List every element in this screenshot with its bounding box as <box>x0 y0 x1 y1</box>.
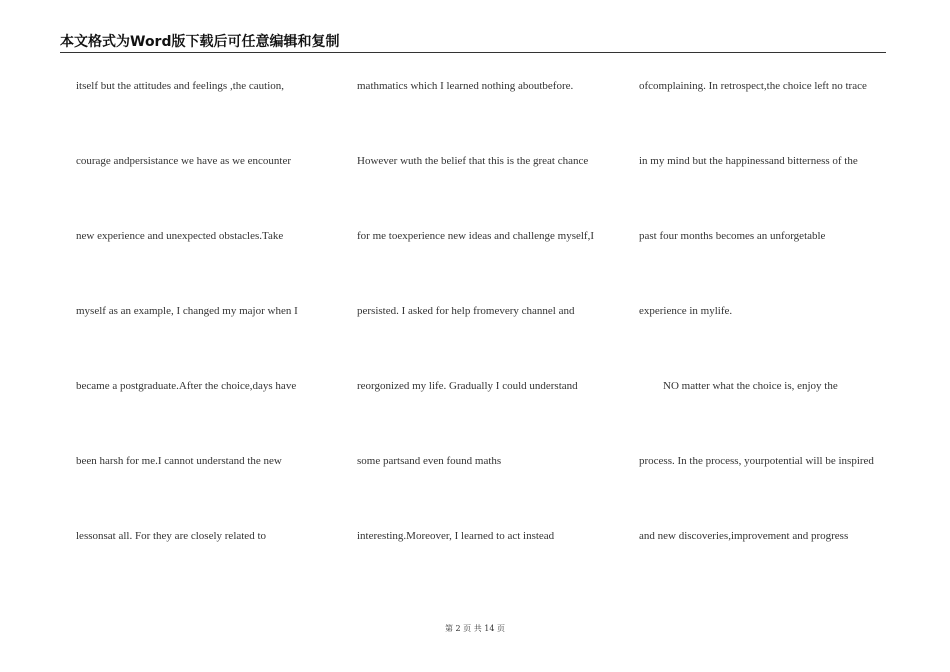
text-line: and new discoveries,improvement and progress <box>639 530 849 542</box>
page-number: 第 2 页 共 14 页 <box>445 624 505 633</box>
text-line: myself as an example, I changed my major when I <box>76 305 298 317</box>
text-line: new experience and unexpected obstacles.Take <box>76 230 284 242</box>
text-line: itself but the attitudes and feelings ,the caution, <box>76 80 285 92</box>
text-line: NO matter what the choice is, enjoy the <box>663 380 838 392</box>
text-line: experience in mylife. <box>639 305 733 317</box>
text-line: courage andpersistance we have as we encounter <box>76 155 292 167</box>
text-line: for me toexperience new ideas and challenge myself,I <box>357 230 595 242</box>
text-line: past four months becomes an unforgetable <box>639 230 826 242</box>
header-title: 本文格式为Word版下载后可任意编辑和复制 <box>60 34 340 50</box>
text-line: process. In the process, yourpotential will be inspired <box>639 455 874 467</box>
text-line: However wuth the belief that this is the great chance <box>357 155 589 167</box>
text-line: in my mind but the happinessand bitterness of the <box>639 155 858 167</box>
text-line: some partsand even found maths <box>357 455 502 467</box>
text-line: reorgonized my life. Gradually I could understand <box>357 380 578 392</box>
text-line: ofcomplaining. In retrospect,the choice left no trace <box>639 80 867 92</box>
text-line: lessonsat all. For they are closely related to <box>76 530 266 542</box>
text-line: became a postgraduate.After the choice,days have <box>76 380 297 392</box>
text-line: been harsh for me.I cannot understand the new <box>76 455 282 467</box>
text-line: persisted. I asked for help fromevery channel and <box>357 305 575 317</box>
text-line: interesting.Moreover, I learned to act instead <box>357 530 555 542</box>
page-header <box>60 34 886 53</box>
text-line: mathmatics which I learned nothing aboutbefore. <box>357 80 574 92</box>
